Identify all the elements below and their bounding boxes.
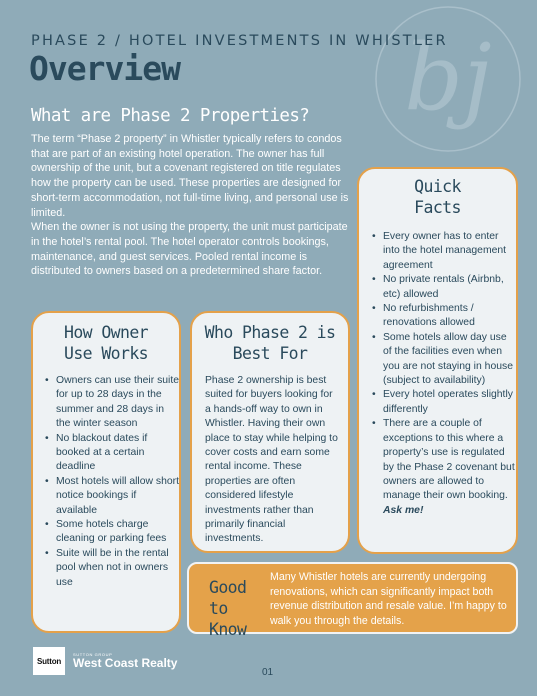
sutton-logo — [33, 647, 65, 675]
owner-use-title — [33, 322, 179, 364]
best-for-card — [190, 311, 350, 553]
list-item: • Some hotels allow day use of the facilities even when you are not staying in house (subject to availability) — [372, 331, 516, 389]
good-to-know-banner — [187, 562, 518, 639]
intro-text — [31, 132, 351, 279]
best-for-title — [192, 322, 348, 364]
sutton-logo-text: Sutton — [36, 656, 62, 666]
owner-use-title-line-2: Use Works — [63, 344, 148, 363]
page-number: 01 — [262, 667, 274, 678]
list-item: • Some hotels charge cleaning or parking fees — [45, 518, 179, 547]
good-to-know-text: Many Whistler hotels are currently undergoing renovations, which can significantly impact both revenue distribution and resale value. I’m happy to walk you through the details. — [270, 571, 507, 627]
brand-group-label: SUTTON GROUP — [73, 652, 113, 657]
list-item: • No private rentals (Airbnb, etc) allowed — [372, 273, 516, 302]
list-item: • Most hotels will allow short notice bookings if available — [45, 475, 179, 518]
best-for-title-line-2: Best For — [232, 344, 308, 363]
ask-me-emphasis: Ask me! — [383, 504, 424, 516]
brand-name: West Coast Realty — [73, 656, 178, 670]
list-item — [372, 417, 516, 518]
quick-facts-card — [357, 167, 518, 554]
list-item: • No refurbishments / renovations allowed — [372, 302, 516, 331]
page-title: Overview — [29, 49, 180, 88]
list-item: • Every owner has to enter into the hotel management agreement — [372, 230, 516, 273]
quick-facts-title-line-2: Facts — [414, 198, 461, 217]
page-eyebrow: PHASE 2 / HOTEL INVESTMENTS IN WHISTLER — [31, 33, 448, 49]
owner-use-title-line-1: How Owner — [63, 323, 148, 342]
list-item: • Owners can use their suite for up to 28 days in the summer and 28 days in the winter season — [45, 374, 179, 432]
quick-facts-title-line-1: Quick — [414, 177, 461, 196]
owner-use-card — [31, 311, 181, 633]
intro-paragraph-1: The term “Phase 2 property” in Whistler typically refers to condos that are part of an existing hotel operation. The owner has full ownership of the unit, but a covenant registered on title regulates how the property can be used. These properties are designed for short-term accommodation, not full-time living, and personal use is limited. — [31, 133, 349, 219]
owner-use-list — [33, 374, 179, 590]
quick-fact-text: There are a couple of exceptions to this where a property’s use is regulated by the Phase 2 covenant but owners are allowed to manage their own booking. — [383, 418, 515, 502]
bj-monogram-watermark — [368, 4, 528, 154]
good-to-know-label-line-1: Good to — [209, 578, 247, 618]
watermark-text: bj — [404, 24, 492, 131]
best-for-title-line-1: Who Phase 2 is — [204, 323, 336, 342]
list-item: • Every hotel operates slightly differently — [372, 388, 516, 417]
best-for-body: Phase 2 ownership is best suited for buyers looking for a hands-off way to own in Whistler. Having their own place to stay while helping to cover costs and earn some rental income. These properties are often considered lifestyle investments rather than primarily financial investments. — [205, 375, 338, 545]
good-to-know-label — [209, 577, 265, 640]
good-to-know-label-line-2: Know — [209, 620, 247, 639]
quick-facts-title — [359, 176, 516, 218]
intro-heading: What are Phase 2 Properties? — [31, 106, 310, 126]
quick-facts-list — [359, 230, 516, 518]
list-item: • No blackout dates if booked at a certain deadline — [45, 432, 179, 475]
intro-paragraph-2: When the owner is not using the property, the unit must participate in the hotel’s rental pool. The hotel operator controls bookings, maintenance, and guest services. Pooled rental income is distributed to owners based on a predetermined share factor. — [31, 221, 348, 278]
list-item: • Suite will be in the rental pool when not in owners use — [45, 547, 179, 590]
